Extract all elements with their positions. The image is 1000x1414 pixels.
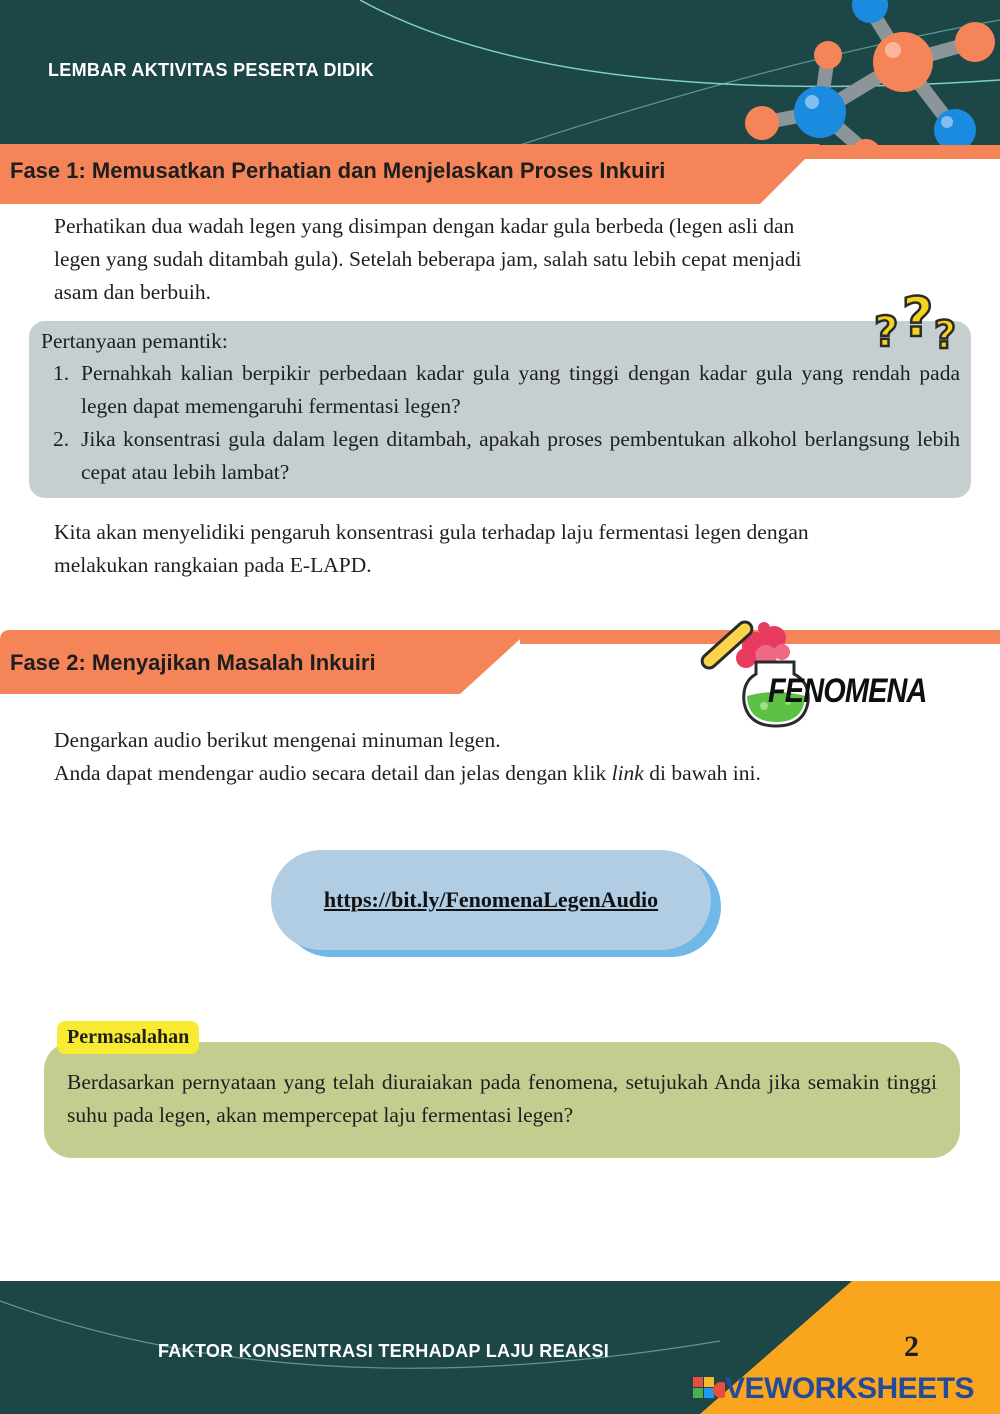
problem-text: Berdasarkan pernyataan yang telah diuraiakan pada fenomena, setujukah Anda jika semakin tinggi suhu pada legen, akan mempercepat laju fermentasi legen? [67, 1070, 937, 1127]
phase2-line-1: Dengarkan audio berikut mengenai minuman legen. [54, 728, 501, 752]
closing-line-2: melakukan rangkaian pada E-LAPD. [54, 553, 372, 577]
intro-line-3: asam dan berbuih. [54, 280, 212, 304]
audio-link-button[interactable] [271, 850, 711, 950]
intro-line-2: legen yang sudah ditambah gula). Setelah beberapa jam, salah satu lebih cepat menjadi [54, 247, 802, 271]
phase1-closing [54, 516, 947, 582]
page-number: 2 [904, 1330, 919, 1363]
line2-before: Anda dapat mendengar audio secara detail dan jelas dengan klik [54, 761, 612, 785]
header-title: LEMBAR AKTIVITAS PESERTA DIDIK [48, 60, 375, 80]
phase1-title: Fase 1: Memusatkan Perhatian dan Menjelaskan Proses Inkuiri [10, 158, 666, 183]
question-text: Jika konsentrasi gula dalam legen ditambah, apakah proses pembentukan alkohol berlangsung lebih cepat atau lebih lambat? [81, 427, 960, 484]
intro-line-1: Perhatikan dua wadah legen yang disimpan dengan kadar gula berbeda (legen asli dan [54, 214, 795, 238]
question-marks-icon [872, 290, 967, 355]
questions-list [53, 357, 960, 489]
audio-link[interactable]: https://bit.ly/FenomenaLegenAudio [323, 887, 659, 912]
liveworksheets-logo-icon [693, 1374, 725, 1404]
phase1-intro [54, 210, 947, 309]
svg-text:?: ? [934, 313, 957, 355]
footer-title: FAKTOR KONSENTRASI TERHADAP LAJU REAKSI [158, 1341, 610, 1361]
question-text: Pernahkah kalian berpikir perbedaan kadar gula yang tinggi dengan kadar gula yang rendah pada legen dapat memengaruhi fermentasi legen? [81, 361, 960, 418]
question-number: 1. [53, 361, 70, 385]
line2-after: di bawah ini. [643, 761, 761, 785]
liveworksheets-text: VEWORKSHEETS [725, 1372, 975, 1405]
question-item [53, 423, 960, 489]
questions-heading: Pertanyaan pemantik: [41, 329, 228, 353]
page-header [0, 0, 1000, 145]
closing-line-1: Kita akan menyelidiki pengaruh konsentrasi gula terhadap laju fermentasi legen dengan [54, 520, 809, 544]
problem-label: Permasalahan [57, 1021, 199, 1054]
phase2-title: Fase 2: Menyajikan Masalah Inkuiri [10, 650, 376, 675]
phase2-line-2 [54, 757, 947, 790]
phase2-text [54, 724, 947, 790]
question-number: 2. [53, 427, 70, 451]
svg-text:?: ? [902, 290, 934, 349]
svg-text:?: ? [874, 307, 899, 355]
liveworksheets-logo [693, 1372, 974, 1406]
fenomena-label: FENOMENA [768, 672, 927, 710]
link-word: link [611, 761, 644, 785]
question-item [53, 357, 960, 423]
molecule-icon [0, 0, 1000, 145]
